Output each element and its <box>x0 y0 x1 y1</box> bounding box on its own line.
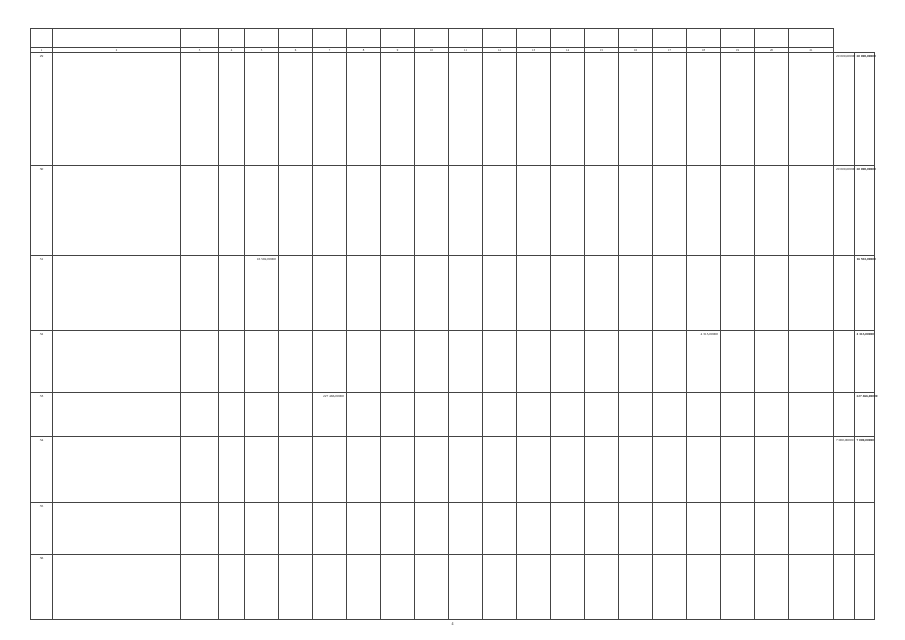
row-total: 16 592,00000 <box>854 256 875 331</box>
column-header <box>31 29 53 48</box>
amount-cell <box>721 331 755 393</box>
amount-cell <box>721 53 755 166</box>
amount-cell <box>347 393 381 437</box>
amount-cell <box>245 53 279 166</box>
column-header <box>789 29 834 48</box>
amount-cell <box>483 331 517 393</box>
column-number: 8 <box>347 48 381 53</box>
row-number: 32 <box>31 331 53 393</box>
amount-cell <box>687 256 721 331</box>
amount-cell <box>755 503 789 555</box>
amount-cell <box>381 555 415 620</box>
column-number: 21 <box>789 48 834 53</box>
target-article-code <box>181 331 219 393</box>
amount-cell <box>245 437 279 503</box>
amount-cell <box>619 393 653 437</box>
column-header <box>219 29 245 48</box>
amount-cell <box>381 331 415 393</box>
budget-administrator <box>219 166 245 256</box>
amount-cell: 20 000,00000 <box>834 166 855 256</box>
amount-cell <box>585 437 619 503</box>
column-header <box>585 29 619 48</box>
amount-cell <box>517 53 551 166</box>
column-number: 12 <box>483 48 517 53</box>
amount-cell <box>619 166 653 256</box>
row-number: 34 <box>31 437 53 503</box>
amount-cell <box>585 555 619 620</box>
table-row <box>31 53 875 166</box>
amount-cell <box>381 393 415 437</box>
amount-cell: 227 466,00000 <box>313 393 347 437</box>
amount-cell <box>449 555 483 620</box>
program-description <box>53 53 181 166</box>
amount-cell <box>789 437 834 503</box>
table-row <box>31 503 875 555</box>
amount-cell <box>279 503 313 555</box>
amount-cell <box>551 555 585 620</box>
program-description <box>53 331 181 393</box>
row-number: 35 <box>31 503 53 555</box>
column-number: 9 <box>381 48 415 53</box>
amount-cell <box>687 53 721 166</box>
column-header <box>381 29 415 48</box>
amount-cell <box>721 393 755 437</box>
amount-cell <box>347 256 381 331</box>
amount-cell <box>415 331 449 393</box>
amount-cell <box>687 555 721 620</box>
column-header <box>483 29 517 48</box>
amount-cell <box>415 437 449 503</box>
amount-cell <box>653 166 687 256</box>
budget-administrator <box>219 503 245 555</box>
amount-cell <box>721 166 755 256</box>
column-header <box>619 29 653 48</box>
amount-cell <box>653 256 687 331</box>
table-row <box>31 166 875 256</box>
target-article-code <box>181 555 219 620</box>
amount-cell <box>755 393 789 437</box>
amount-cell <box>347 503 381 555</box>
amount-cell <box>551 166 585 256</box>
target-article-code <box>181 393 219 437</box>
amount-cell <box>551 331 585 393</box>
amount-cell <box>347 437 381 503</box>
column-number: 14 <box>551 48 585 53</box>
column-number: 2 <box>53 48 181 53</box>
amount-cell <box>415 256 449 331</box>
amount-cell <box>619 503 653 555</box>
column-number: 4 <box>219 48 245 53</box>
column-header <box>245 29 279 48</box>
row-number: 30 <box>31 166 53 256</box>
row-total: 20 000,00000 <box>854 166 875 256</box>
amount-cell <box>347 331 381 393</box>
amount-cell <box>653 437 687 503</box>
table-row <box>31 437 875 503</box>
amount-cell <box>653 393 687 437</box>
amount-cell <box>245 503 279 555</box>
amount-cell <box>619 437 653 503</box>
amount-cell: 4 313,00000 <box>687 331 721 393</box>
amount-cell <box>415 393 449 437</box>
amount-cell <box>483 166 517 256</box>
amount-cell <box>381 53 415 166</box>
amount-cell <box>449 503 483 555</box>
amount-cell <box>619 256 653 331</box>
amount-cell <box>381 256 415 331</box>
amount-cell <box>415 555 449 620</box>
amount-cell <box>313 503 347 555</box>
amount-cell <box>347 555 381 620</box>
amount-cell <box>619 555 653 620</box>
amount-cell <box>687 503 721 555</box>
amount-cell <box>721 555 755 620</box>
amount-cell <box>755 437 789 503</box>
column-number: 1 <box>31 48 53 53</box>
row-number: 36 <box>31 555 53 620</box>
amount-cell <box>415 53 449 166</box>
amount-cell <box>517 437 551 503</box>
amount-cell <box>687 166 721 256</box>
amount-cell <box>585 256 619 331</box>
amount-cell: 7 000,00000 <box>834 437 855 503</box>
amount-cell <box>755 166 789 256</box>
amount-cell <box>279 166 313 256</box>
amount-cell <box>449 331 483 393</box>
amount-cell <box>721 503 755 555</box>
column-number: 17 <box>653 48 687 53</box>
amount-cell <box>313 53 347 166</box>
row-number: 33 <box>31 393 53 437</box>
table-row <box>31 555 875 620</box>
program-description <box>53 437 181 503</box>
amount-cell <box>517 503 551 555</box>
amount-cell <box>721 437 755 503</box>
amount-cell <box>381 437 415 503</box>
column-header <box>347 29 381 48</box>
amount-cell <box>483 555 517 620</box>
amount-cell <box>245 393 279 437</box>
amount-cell <box>483 256 517 331</box>
column-number: 20 <box>755 48 789 53</box>
amount-cell <box>313 555 347 620</box>
amount-cell <box>381 166 415 256</box>
amount-cell <box>279 393 313 437</box>
amount-cell <box>551 393 585 437</box>
row-total: 227 466,00000 <box>854 393 875 437</box>
budget-administrator <box>219 437 245 503</box>
amount-cell <box>415 503 449 555</box>
column-header <box>449 29 483 48</box>
program-description <box>53 256 181 331</box>
amount-cell <box>789 555 834 620</box>
column-number: 15 <box>585 48 619 53</box>
budget-administrator <box>219 331 245 393</box>
amount-cell <box>483 393 517 437</box>
column-number: 6 <box>279 48 313 53</box>
amount-cell <box>449 256 483 331</box>
program-description <box>53 503 181 555</box>
amount-cell <box>551 503 585 555</box>
amount-cell <box>245 166 279 256</box>
amount-cell <box>279 437 313 503</box>
amount-cell <box>789 166 834 256</box>
amount-cell <box>834 331 855 393</box>
amount-cell <box>619 53 653 166</box>
amount-cell <box>279 555 313 620</box>
amount-cell <box>279 256 313 331</box>
amount-cell <box>721 256 755 331</box>
budget-table <box>30 28 878 620</box>
amount-cell <box>789 331 834 393</box>
program-description <box>53 393 181 437</box>
amount-cell <box>245 555 279 620</box>
amount-cell <box>687 393 721 437</box>
amount-cell <box>585 331 619 393</box>
amount-cell <box>653 555 687 620</box>
column-number: 11 <box>449 48 483 53</box>
program-description <box>53 166 181 256</box>
amount-cell <box>789 393 834 437</box>
amount-cell <box>789 256 834 331</box>
budget-administrator <box>219 393 245 437</box>
amount-cell <box>415 166 449 256</box>
amount-cell <box>517 256 551 331</box>
column-header <box>653 29 687 48</box>
row-total: 4 313,00000 <box>854 331 875 393</box>
row-total: 7 000,00000 <box>854 437 875 503</box>
column-number: 3 <box>181 48 219 53</box>
amount-cell <box>653 503 687 555</box>
column-number: 16 <box>619 48 653 53</box>
amount-cell <box>483 503 517 555</box>
amount-cell <box>449 166 483 256</box>
amount-cell <box>789 53 834 166</box>
amount-cell: 20 000,00000 <box>834 53 855 166</box>
amount-cell <box>551 256 585 331</box>
amount-cell <box>483 437 517 503</box>
amount-cell <box>449 53 483 166</box>
amount-cell <box>755 256 789 331</box>
table-row <box>31 256 875 331</box>
amount-cell <box>551 53 585 166</box>
column-number: 18 <box>687 48 721 53</box>
amount-cell <box>313 437 347 503</box>
document-sheet <box>30 28 878 620</box>
row-total <box>854 503 875 555</box>
amount-cell <box>687 437 721 503</box>
target-article-code <box>181 437 219 503</box>
amount-cell <box>585 503 619 555</box>
amount-cell <box>834 503 855 555</box>
column-header <box>755 29 789 48</box>
amount-cell <box>347 166 381 256</box>
amount-cell <box>834 555 855 620</box>
column-number: 13 <box>517 48 551 53</box>
amount-cell <box>585 53 619 166</box>
column-header <box>721 29 755 48</box>
amount-cell <box>313 331 347 393</box>
column-header <box>279 29 313 48</box>
amount-cell <box>755 53 789 166</box>
amount-cell <box>313 166 347 256</box>
column-number: 19 <box>721 48 755 53</box>
row-number: 29 <box>31 53 53 166</box>
amount-cell <box>449 437 483 503</box>
column-header <box>687 29 721 48</box>
amount-cell <box>347 53 381 166</box>
column-number: 5 <box>245 48 279 53</box>
table-row <box>31 331 875 393</box>
budget-administrator <box>219 555 245 620</box>
amount-cell <box>313 256 347 331</box>
amount-cell <box>279 53 313 166</box>
amount-cell <box>653 331 687 393</box>
row-total: 20 000,00000 <box>854 53 875 166</box>
amount-cell <box>483 53 517 166</box>
amount-cell <box>517 166 551 256</box>
target-article-code <box>181 256 219 331</box>
target-article-code <box>181 166 219 256</box>
amount-cell <box>653 53 687 166</box>
amount-cell <box>381 503 415 555</box>
budget-administrator <box>219 53 245 166</box>
target-article-code <box>181 503 219 555</box>
amount-cell <box>834 256 855 331</box>
amount-cell: 16 592,00000 <box>245 256 279 331</box>
amount-cell <box>517 393 551 437</box>
amount-cell <box>245 331 279 393</box>
column-header <box>517 29 551 48</box>
amount-cell <box>619 331 653 393</box>
row-total <box>854 555 875 620</box>
amount-cell <box>517 555 551 620</box>
column-header <box>53 29 181 48</box>
budget-administrator <box>219 256 245 331</box>
amount-cell <box>279 331 313 393</box>
row-number: 31 <box>31 256 53 331</box>
amount-cell <box>789 503 834 555</box>
column-header <box>551 29 585 48</box>
table-row <box>31 393 875 437</box>
amount-cell <box>834 393 855 437</box>
column-header <box>181 29 219 48</box>
amount-cell <box>449 393 483 437</box>
target-article-code <box>181 53 219 166</box>
program-description <box>53 555 181 620</box>
amount-cell <box>755 555 789 620</box>
column-header <box>313 29 347 48</box>
amount-cell <box>585 166 619 256</box>
amount-cell <box>755 331 789 393</box>
column-header <box>415 29 449 48</box>
page-number: 4 <box>451 621 454 626</box>
amount-cell <box>517 331 551 393</box>
column-number: 7 <box>313 48 347 53</box>
amount-cell <box>551 437 585 503</box>
amount-cell <box>585 393 619 437</box>
column-number: 10 <box>415 48 449 53</box>
header-row <box>31 29 875 48</box>
